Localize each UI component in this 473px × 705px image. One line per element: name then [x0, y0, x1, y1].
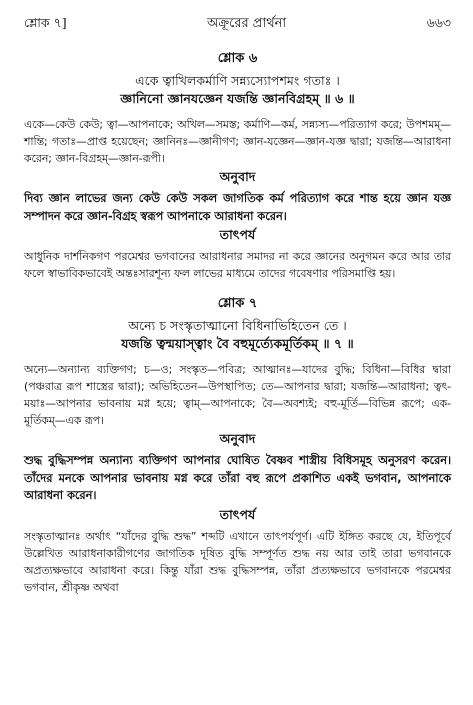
running-head	[24, 14, 451, 35]
verse-7-translation: শুদ্ধ বুদ্ধিসম্পন্ন অন্যান্য ব্যক্তিগণ আপনার ঘোষিত বৈষ্ণব শাস্ত্রীয় বিধিসমূহ অনুসরণ করেন। তাঁদের মনকে আপনার ভাবনায় মগ্ন করে তাঁরা বহু রূপে প্রকাশিত একই ভগবান, আপনাকে আরাধনা করেন।	[24, 454, 451, 502]
verse-6-label: শ্লোক ৬	[217, 51, 258, 66]
page-number: ৬৬৩	[426, 15, 451, 30]
chapter-title: অক্রূরের প্রার্থনা	[206, 16, 287, 31]
verse-7-line-1: অন্যে চ সংস্কৃতাত্মানো বিধিনাভিহিতেন তে ।	[128, 318, 347, 333]
verse-7-line-2: যজন্তি ত্বন্ময়াস্ত্বাং বৈ বহুমূর্ত্যেকমূর্তিকম্ ॥ ৭ ॥	[121, 336, 354, 351]
verse-7-translation-title: অনুবাদ	[219, 431, 256, 446]
verse-6-translation: দিব্য জ্ঞান লাভের জন্য কেউ কেউ সকল জাগতিক কর্ম পরিত্যাগ করে শান্ত হয়ে জ্ঞান যজ্ঞ সম্পাদন করে জ্ঞান-বিগ্রহ স্বরূপ আপনাকে আরাধনা করেন।	[24, 192, 451, 223]
verse-6-line-1: একে ত্বাখিলকর্মাণি সন্ন্যস্যোপশমং গতাঃ ।	[135, 73, 340, 88]
verse-6-line-2: জ্ঞানিনো জ্ঞানযজ্ঞেন যজন্তি জ্ঞানবিগ্রহম্ ॥ ৬ ॥	[120, 91, 355, 106]
verse-6-translation-title: অনুবাদ	[219, 169, 256, 184]
verse-7-label: শ্লোক ৭	[217, 296, 258, 311]
verse-6-synonyms: একে—কেউ কেউ; ত্বা—আপনাকে; অখিল—সমস্ত; কর্মাণি—কর্ম, সন্ন্যস্য—পরিত্যাগ করে; উপশমম্—শান্তি; গতাঃ—প্রাপ্ত হয়েছেন; জ্ঞানিনঃ—জ্ঞানীগণ; জ্ঞান-যজ্ঞেন—জ্ঞান-যজ্ঞ দ্বারা; যজন্তি—আরাধনা করেন; জ্ঞান-বিগ্রহম্—জ্ঞান-রূপী।	[24, 118, 451, 165]
verse-7-synonyms: অন্যে—অন্যান্য ব্যক্তিগণ; চ—ও; সংস্কৃত—পবিত্র; আত্মানঃ—যাদের বুদ্ধি; বিধিনা—বিধির দ্বারা (পঞ্চরাত্র রূপ শাস্ত্রের দ্বারা); অভিহিতেন—উপস্থাপিত; তে—আপনার দ্বারা; যজন্তি—আরাধনা; ত্বৎ-ময়াঃ—আপনার ভাবনায় মগ্ন হয়ে; ত্বাম্—আপনাকে; বৈ—অবশ্যই; বহু-মূর্তি—বিভিন্ন রূপে; এক-মূর্তিকম্—এক রূপ।	[24, 363, 451, 427]
verse-7-purport-title: তাৎপর্য	[219, 506, 256, 522]
chapter-verse-ref: শ্লোক ৭]	[24, 15, 67, 30]
verse-6-purport-title: তাৎপর্য	[219, 227, 256, 242]
verse-7-purport: সংস্কৃতাত্মানঃ অর্থাৎ “যাঁদের বুদ্ধি শুদ্ধ” শব্দটি এখানে তাৎপর্যপূর্ণ। এটি ইঙ্গিত করছে যে, ইতিপূর্বে উল্লেখিত আরাধনাকারীগণের জাগতিক দূষিত বুদ্ধি সম্পূর্ণত শুদ্ধ নয় আর তাই তারা ভগবানকে অপ্রত্যক্ষভাবে আরাধনা করে। কিন্তু যাঁরা শুদ্ধ বুদ্ধিসম্পন্ন, তাঁরা প্রত্যক্ষভাবে ভগবানকে পরমেশ্বর ভগবান, শ্রীকৃষ্ণ অথবা	[24, 529, 451, 594]
verse-6-purport: আধুনিক দার্শনিকগণ পরমেশ্বর ভগবানের আরাধনার সমাদর না করে জ্ঞানের অনুগমন করে আর তার ফলে স্বাভাবিকভাবেই অন্তঃসারশূন্য ফল লাভের মাধ্যমে তাদের গবেষণার পরিসমাপ্তি হয়।	[24, 250, 451, 280]
